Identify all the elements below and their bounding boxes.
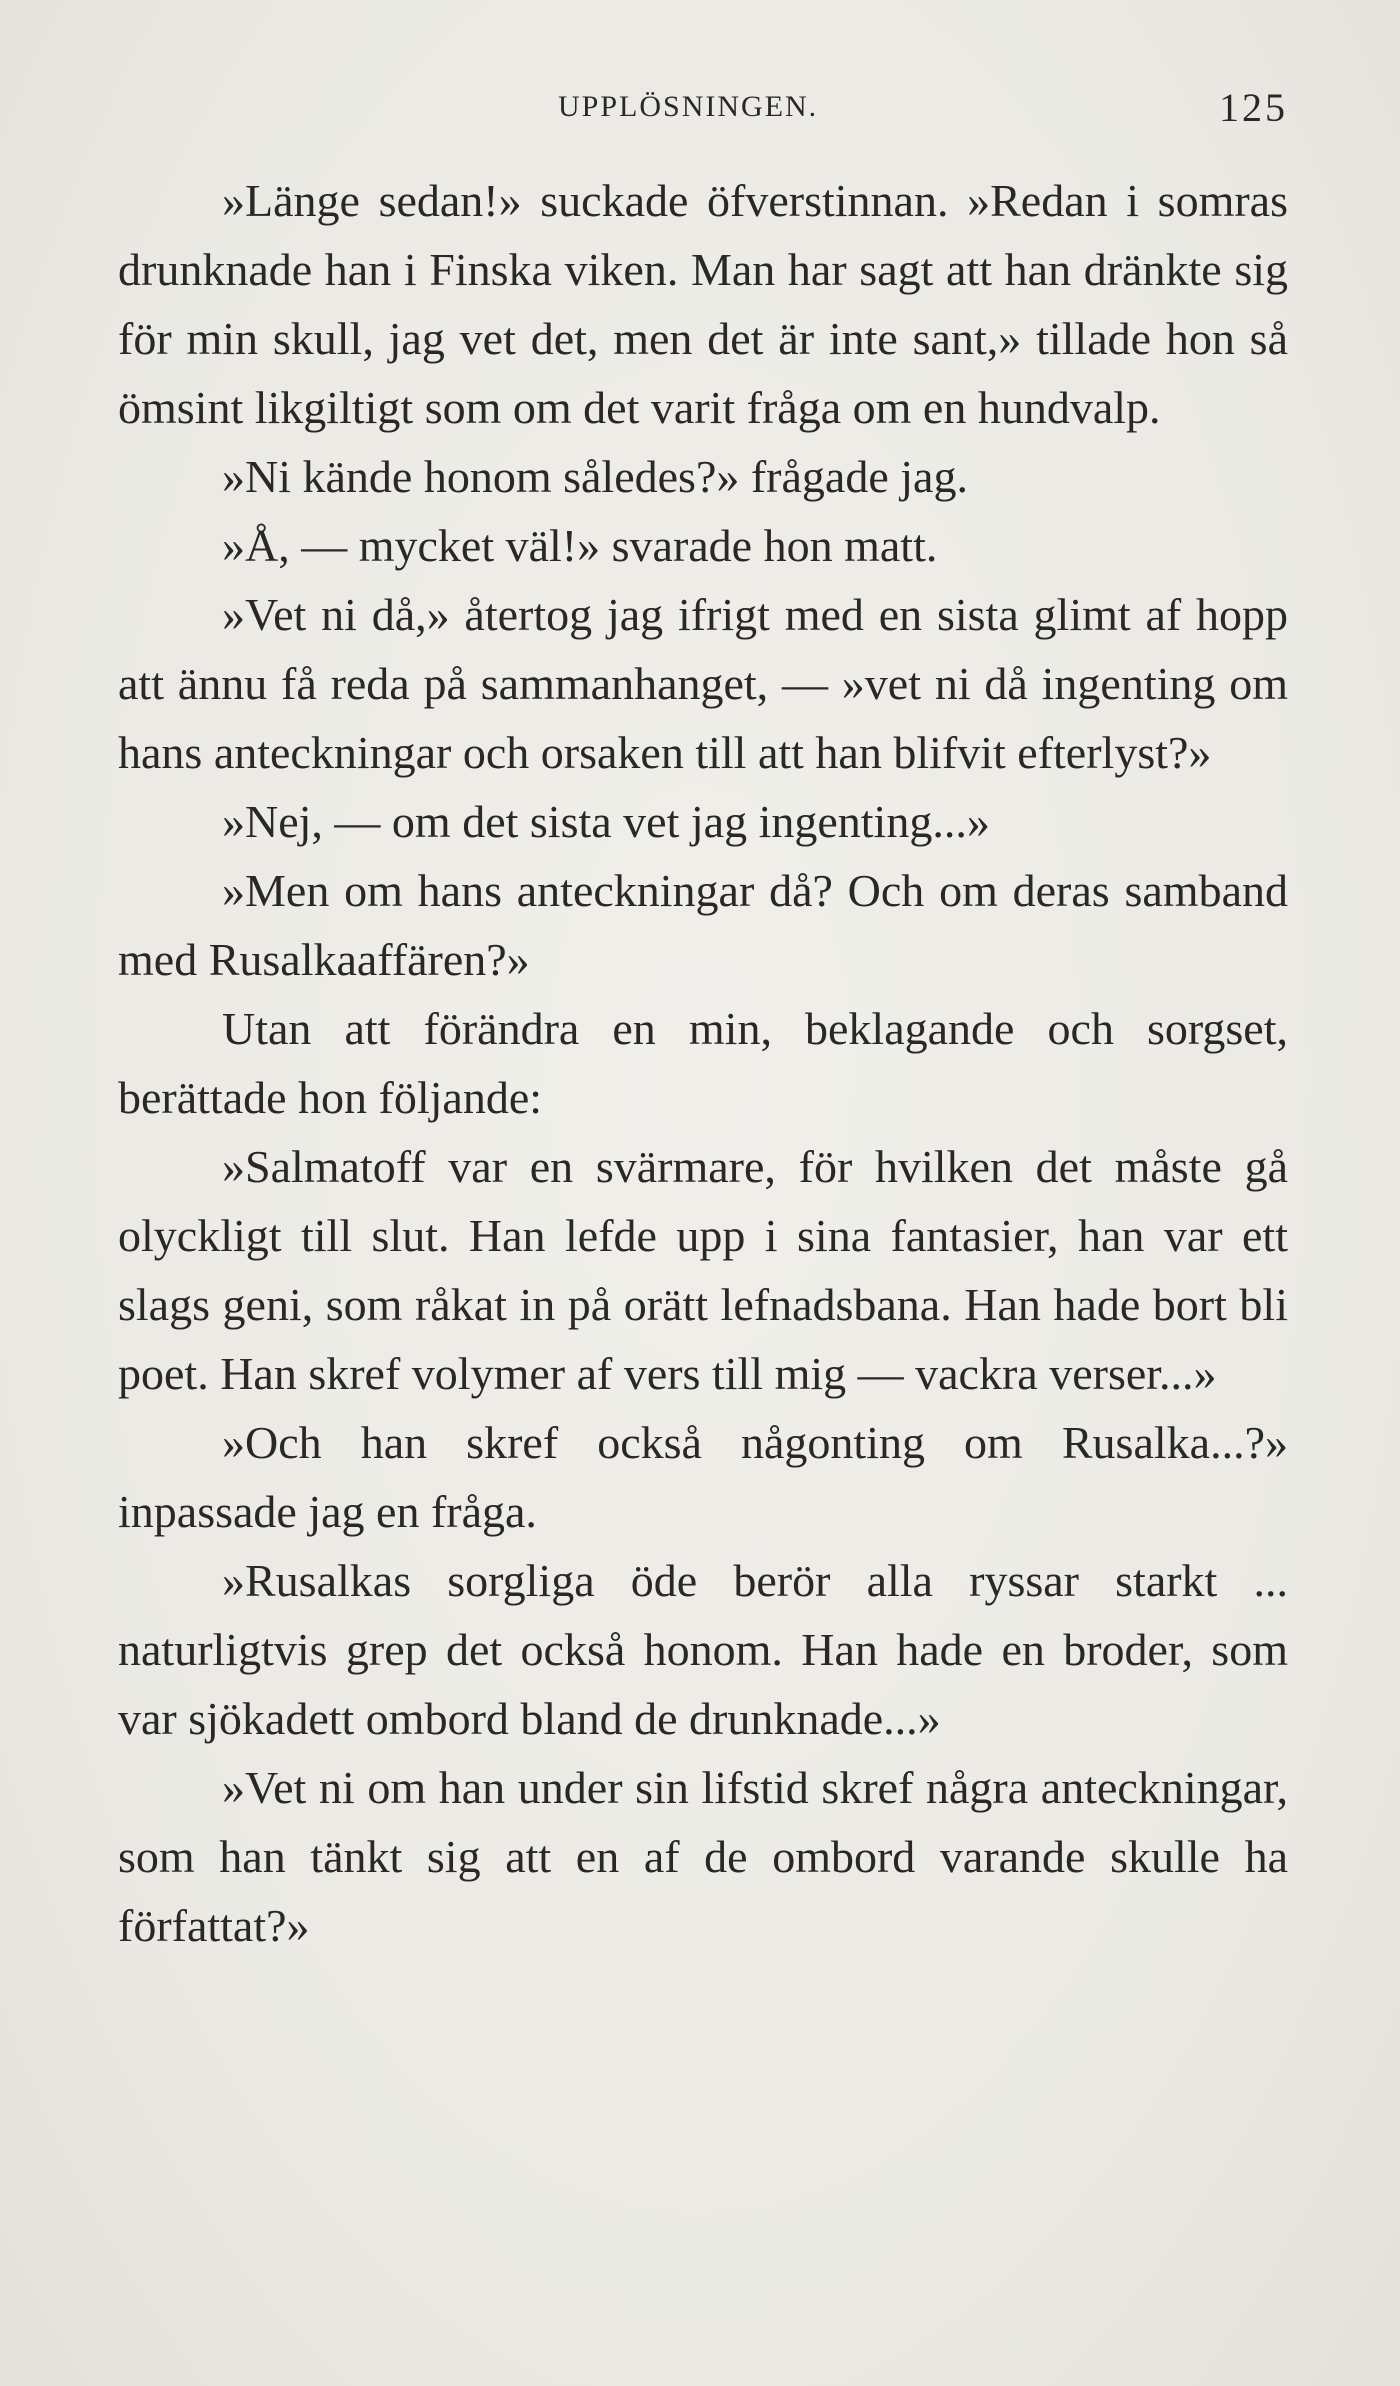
paragraph: »Men om hans anteckningar då? Och om deras samband med Rusalkaaffären?» xyxy=(118,865,1288,985)
paragraph: »Och han skref också någonting om Rusalka...?» inpassade jag en fråga. xyxy=(118,1417,1288,1537)
paragraph: »Vet ni om han under sin lifstid skref några anteckningar, som han tänkt sig att en af de ombord varande skulle ha författat?» xyxy=(118,1762,1288,1951)
paragraph: Utan att förändra en min, beklagande och sorgset, berättade hon följande: xyxy=(118,1003,1288,1123)
paragraph: »Salmatoff var en svärmare, för hvilken det måste gå olyckligt till slut. Han lefde upp i sina fantasier, han var ett slags geni, som råkat in på orätt lefnadsbana. Han hade bort bli poet. Han skref volymer af vers till mig — vackra verser...» xyxy=(118,1141,1288,1399)
paragraph: »Rusalkas sorgliga öde berör alla ryssar starkt ... naturligtvis grep det också honom. Han hade en broder, som var sjökadett ombord bland de drunknade...» xyxy=(118,1555,1288,1744)
body-text xyxy=(118,166,1288,1960)
running-head: UPPLÖSNINGEN. xyxy=(558,90,819,123)
paragraph: »Vet ni då,» återtog jag ifrigt med en sista glimt af hopp att ännu få reda på sammanhanget, — »vet ni då ingenting om hans anteckningar och orsaken till att han blifvit efterlyst?» xyxy=(118,589,1288,778)
paragraph: »Nej, — om det sista vet jag ingenting...» xyxy=(222,796,990,847)
paragraph: »Länge sedan!» suckade öfverstinnan. »Redan i somras drunknade han i Finska viken. Man har sagt att han dränkte sig för min skull, jag vet det, men det är inte sant,» tillade hon så ömsint likgiltigt som om det varit fråga om en hundvalp. xyxy=(118,175,1288,433)
page-header xyxy=(118,80,1288,140)
paragraph: »Å, — mycket väl!» svarade hon matt. xyxy=(222,520,938,571)
paragraph: »Ni kände honom således?» frågade jag. xyxy=(222,451,968,502)
page-number: 125 xyxy=(1219,85,1288,130)
